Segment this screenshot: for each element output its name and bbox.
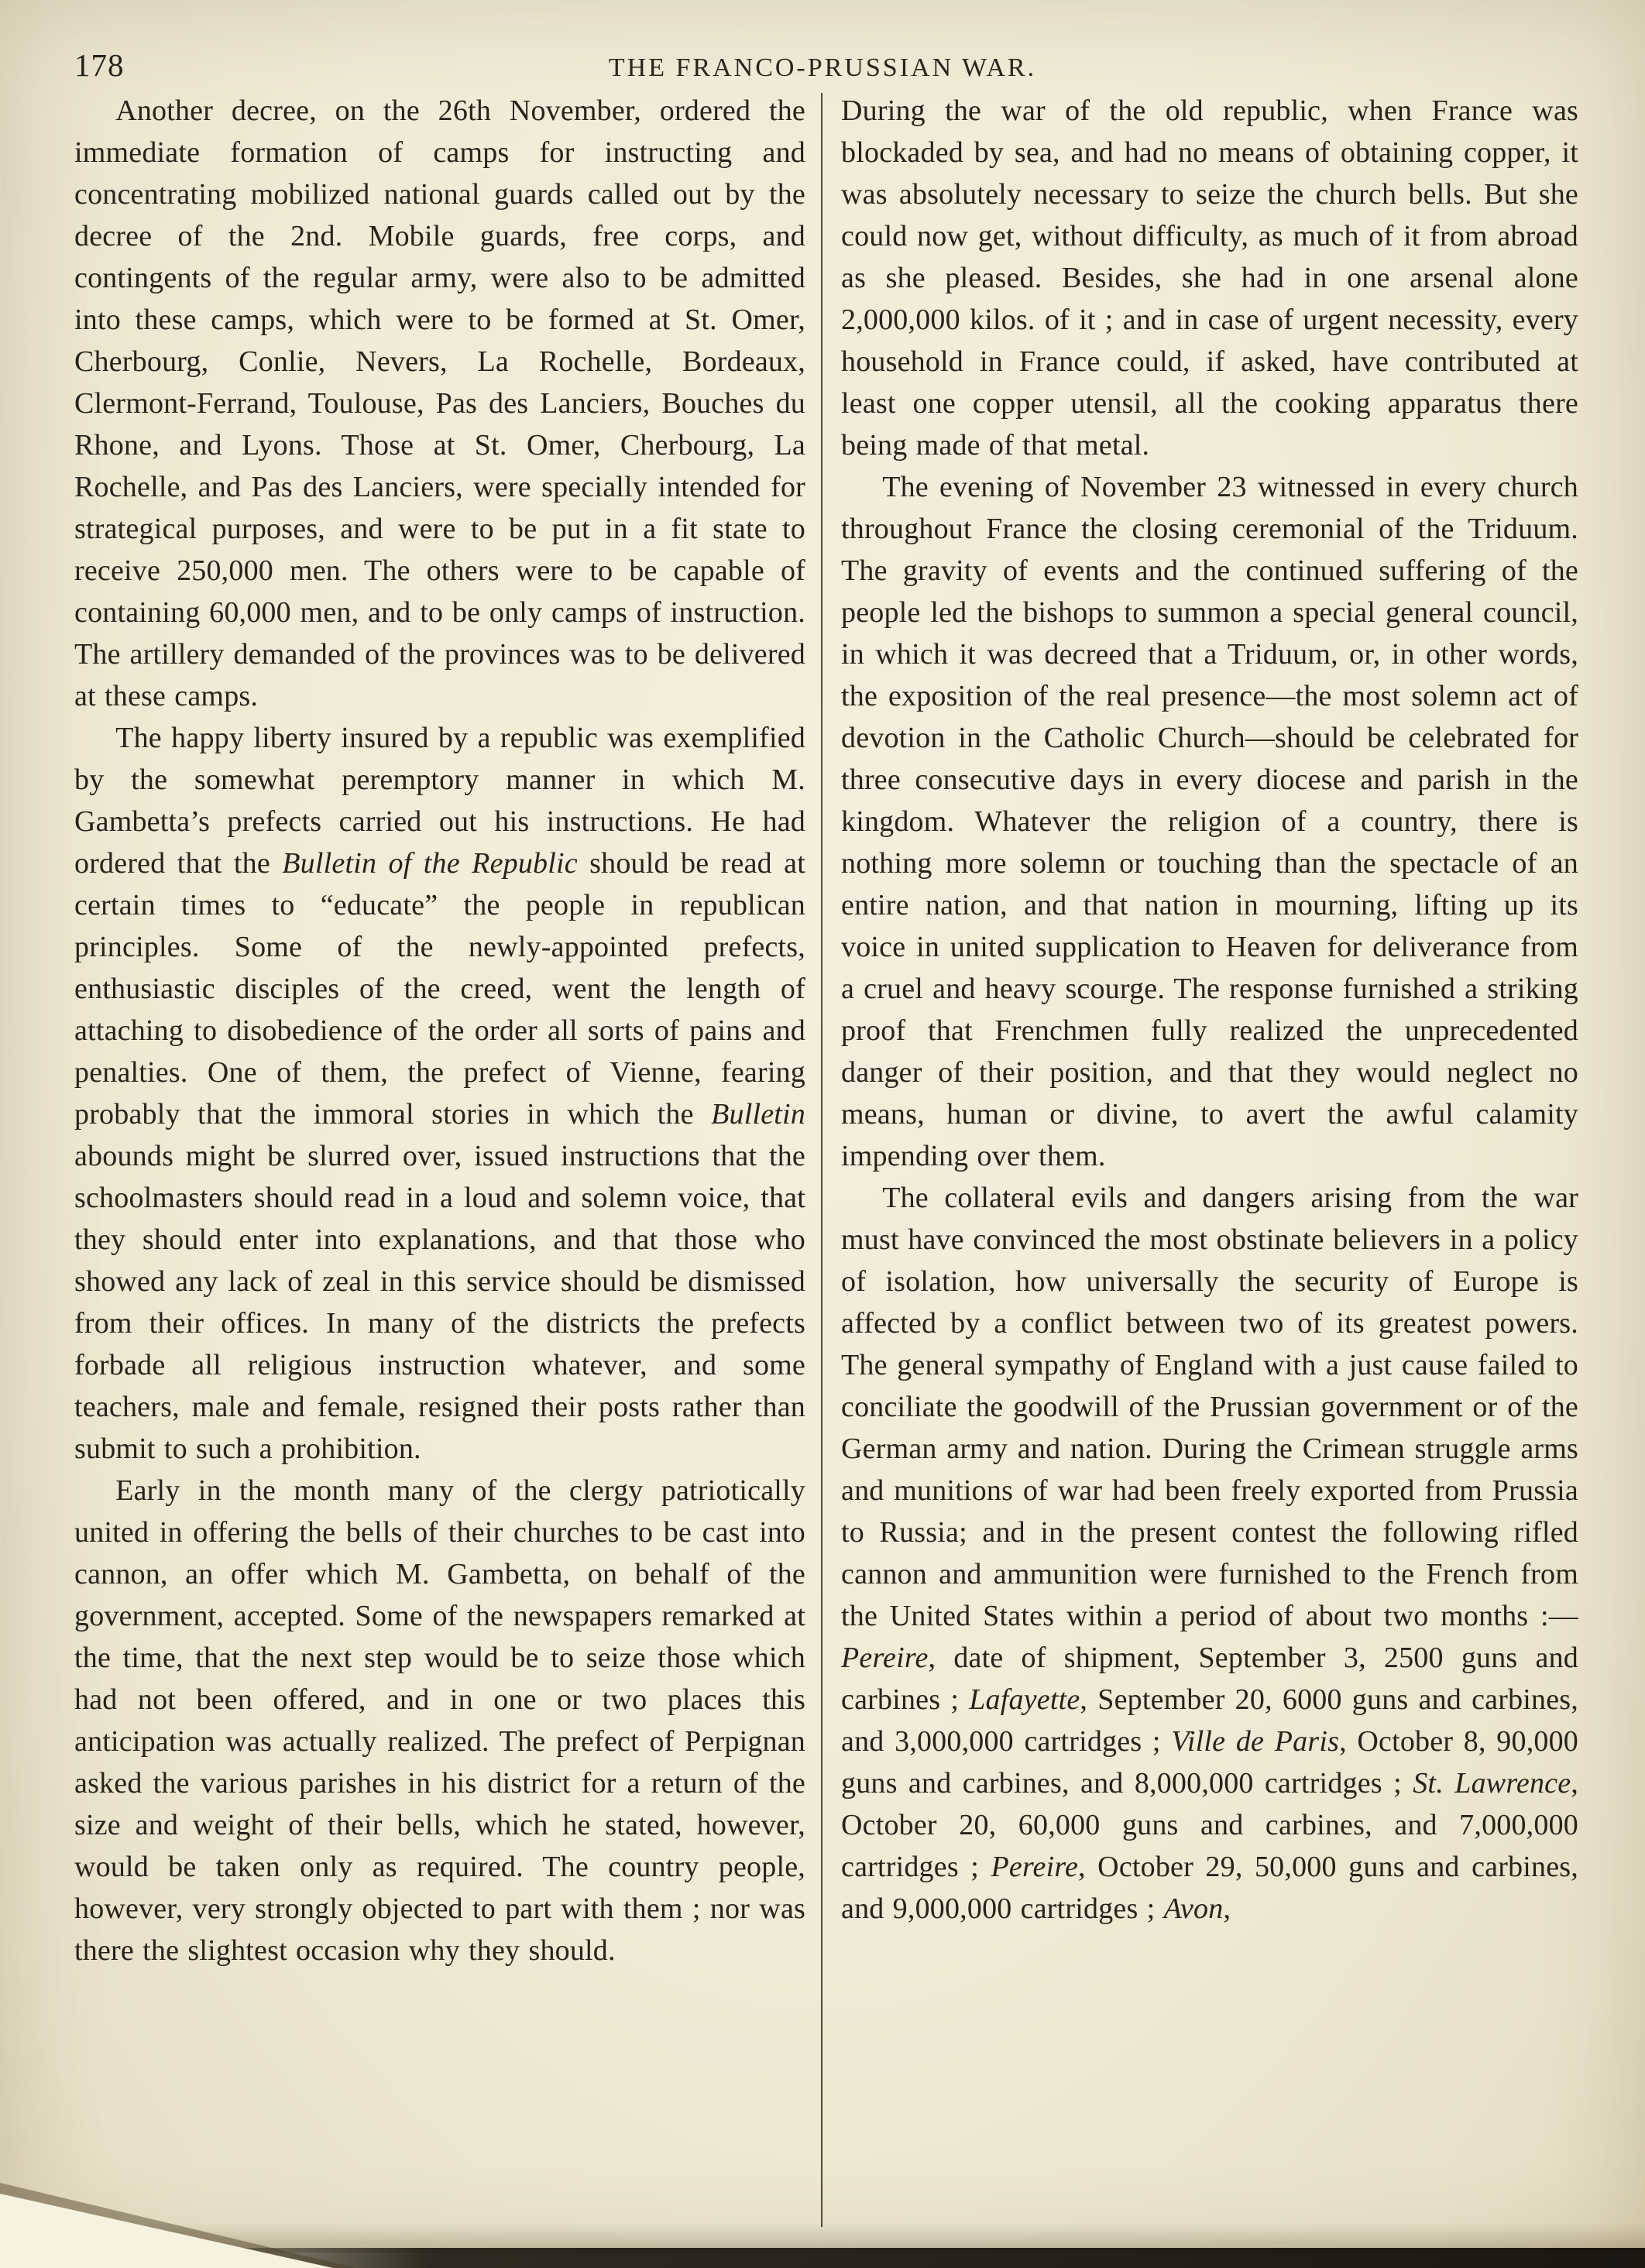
- italic-text-run: Lafayette: [969, 1683, 1080, 1716]
- text-run: , October 29, 50,000 guns and carbines, and 9,000,000 cartridges ;: [841, 1851, 1578, 1925]
- text-run: Early in the month many of the clergy patriotically united in offering the bells of their churches to be cast into cannon, an offer which M. Gambetta, on behalf of the government, accepted. Some of the newspapers remarked at the time, that the next step would be to seize those which had not been offered, and in one or two places this anticipation was actually realized. The prefect of Perpignan asked the various parishes in his district for a return of the size and weight of their bells, which he stated, however, would be taken only as required. The country people, however, very strongly objected to part with them ; nor was there the slightest occasion why they should.: [74, 1474, 805, 1967]
- text-run: During the war of the old republic, when France was blockaded by sea, and had no means of obtaining copper, it was absolutely necessary to seize the church bells. But she could now get, without difficulty, as much of it from abroad as she pleased. Besides, she had in one arsenal alone 2,000,000 kilos. of it ; and in case of urgent necessity, every household in France could, if asked, have contributed at least one copper utensil, all the cooking apparatus there being made of that metal.: [841, 94, 1578, 461]
- page-curl: [0, 2194, 333, 2268]
- italic-text-run: Ville de Paris: [1171, 1725, 1340, 1758]
- italic-text-run: Bulletin of the Republic: [282, 847, 578, 880]
- text-run: , September 20, 6000 guns and carbines, and 3,000,000 cartridges ;: [841, 1683, 1578, 1758]
- paragraph: [841, 1177, 1578, 1930]
- text-run: , date of shipment, September 3, 2500 guns and carbines ;: [841, 1642, 1578, 1716]
- running-title: THE FRANCO-PRUSSIAN WAR.: [608, 53, 1037, 82]
- italic-text-run: Avon: [1163, 1892, 1224, 1925]
- left-column: [74, 90, 805, 2229]
- paragraph: [74, 1470, 805, 1971]
- italic-text-run: Bulletin: [711, 1098, 805, 1131]
- paragraph: [74, 90, 805, 717]
- page-number: 178: [74, 47, 125, 83]
- text-run: The evening of November 23 witnessed in every church throughout France the closing ceremonial of the Triduum. The gravity of events and the continued suffering of the people led the bishops to summon a special general council, in which it was decreed that a Triduum, or, in other words, the exposition of the real presence—the most solemn act of devotion in the Catholic Church—should be celebrated for three consecutive days in every diocese and parish in the kingdom. Whatever the religion of a country, there is nothing more solemn or touching than the spectacle of an entire nation, and that nation in mourning, lifting up its voice in united supplication to Heaven for deliverance from a cruel and heavy scourge. The response furnished a striking proof that Frenchmen fully realized the unprecedented danger of their position, and that they would neglect no means, human or divine, to avert the awful calamity impending over them.: [841, 471, 1578, 1172]
- right-column: [841, 90, 1578, 2229]
- italic-text-run: St. Lawrence: [1413, 1767, 1571, 1800]
- text-run: The happy liberty insured by a republic was exemplified by the somewhat peremptory manner in which M. Gambetta’s prefects carried out his instructions. He had ordered that the: [74, 722, 805, 880]
- text-run: , October 8, 90,000 guns and carbines, and 8,000,000 cartridges ;: [841, 1725, 1578, 1800]
- text-run: abounds might be slurred over, issued instructions that the schoolmasters should read in a loud and solemn voice, that they should enter into explanations, and that those who showed any lack of zeal in this service should be dismissed from their offices. In many of the districts the prefects forbade all religious instruction whatever, and some teachers, male and female, resigned their posts rather than submit to such a prohibition.: [74, 1140, 805, 1465]
- paragraph: [841, 90, 1578, 466]
- paragraph: [74, 717, 805, 1470]
- italic-text-run: Pereire: [841, 1642, 929, 1674]
- text-run: should be read at certain times to “educate” the people in republican principles. Some of the newly-appointed prefects, enthusiastic disciples of the creed, went the length of attaching to disobedience of the order all sorts of pains and penalties. One of them, the prefect of Vienne, fearing probably that the immoral stories in which the: [74, 847, 805, 1131]
- italic-text-run: Pereire: [991, 1851, 1079, 1883]
- paragraph: [841, 466, 1578, 1177]
- page-header: [0, 45, 1645, 91]
- text-run: Another decree, on the 26th November, ordered the immediate formation of camps for instructing and concentrating mobilized national guards called out by the decree of the 2nd. Mobile guards, free corps, and contingents of the regular army, were also to be admitted into these camps, which were to be formed at St. Omer, Cherbourg, Conlie, Nevers, La Rochelle, Bordeaux, Clermont-Ferrand, Toulouse, Pas des Lanciers, Bouches du Rhone, and Lyons. Those at St. Omer, Cherbourg, La Rochelle, and Pas des Lanciers, were specially intended for strategical purposes, and were to be put in a fit state to receive 250,000 men. The others were to be capable of containing 60,000 men, and to be only camps of instruction. The artillery demanded of the provinces was to be delivered at these camps.: [74, 94, 805, 712]
- text-run: ,: [1223, 1892, 1231, 1925]
- text-run: The collateral evils and dangers arising from the war must have convinced the most obstinate believers in a policy of isolation, how universally the security of Europe is affected by a conflict between two of its greatest powers. The general sympathy of England with a just cause failed to conciliate the goodwill of the Prussian government or of the German army and nation. During the Crimean struggle arms and munitions of war had been freely exported from Prussia to Russia; and in the present contest the following rifled cannon and ammunition were furnished to the French from the United States within a period of about two months :—: [841, 1182, 1578, 1632]
- text-run: , October 20, 60,000 guns and carbines, and 7,000,000 cartridges ;: [841, 1767, 1578, 1883]
- column-divider: [821, 93, 822, 2227]
